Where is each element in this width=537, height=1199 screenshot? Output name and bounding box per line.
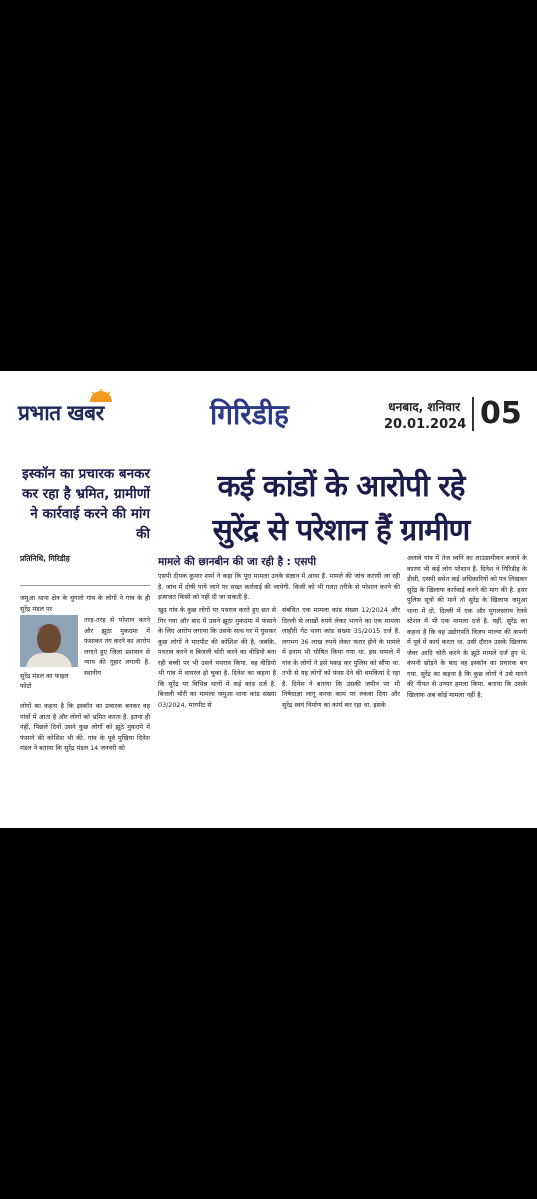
- col3-text: संबंधित एक मामला कांड संख्या 12/2024 और दिल्ली से लाखों रुपये लेकर भागने का एक मामला लाहौरी गेट थाना कांड संख्या 35/2015 दर्ज है. लगभग 36 लाख रुपये लेकर फरार होने के मामले में इनाम भी घोषित किया गया था. इस मामले में गांव के लोगों ने इसे पकड़ कर पुलिस को सौंपा था. तभी से यह लोगों को फंसा देने की धमकियां दे रहा है. दिनेश ने बताया कि उसकी जमीन पर भी निषेधाज्ञा लागू करवा काम पर रुकवा दिया और सुरेंद्र स्वयं निर्माण का कार्य कर रहा था. इसके: [282, 606, 400, 709]
- headline-line-1: कई कांडों के आरोपी रहे: [217, 469, 465, 504]
- subhead: मामले की छानबीन की जा रही है : एसपी: [158, 556, 317, 568]
- col4-text: अलावे गांव में तेज ध्वनि का लाउडस्पीकर बजाने के कारण भी कई लोग परेशान हैं. दिनेश ने गिरिडीह के डीसी, एसपी समेत कई अधिकारियों को पत्र लिखकर सुरेंद्र के खिलाफ कार्रवाई करने की मांग की है. इधर पुलिस सूत्रों की मानें तो सुरेंद्र के खिलाफ जमुआ थाना में दो, दिल्ली में एक और मुगलसराय रेलवे स्टेशन में भी एक मामला दर्ज है. वहीं, सुरेंद्र का कहना है कि वह उद्योगपति विजय माल्या की कंपनी में पूर्व में कार्य करता था. उसी दौरान उसके खिलाफ जेवर आदि चोरी करने के झूठे मामले दर्ज हुए थे. कंपनी छोड़ने के बाद वह इस्कॉन का प्रचारक बन गया. सुरेंद्र का कहना है कि कुछ लोगों ने उसे मारने की नीयत से उनपर हमला किया. बताया कि उसके खिलाफ अब कोई मामला नहीं है.: [407, 554, 527, 699]
- headline-line-2: सुरेंद्र से परेशान हैं ग्रामीण: [212, 513, 470, 548]
- person-photo: [20, 615, 78, 667]
- edition-info: [384, 398, 467, 432]
- side-story-headline: इस्कॉन का प्रचारक बनकर कर रहा है भ्रमित, ग्रामीणों ने कार्रवाई करने की मांग की: [22, 466, 150, 542]
- edition-city: गिरिडीह: [210, 398, 289, 431]
- photo-caption: सुरेंद्र मंडल का फाइल फोटो: [20, 672, 69, 690]
- edition-place-day: धनबाद, शनिवार: [388, 400, 460, 414]
- side-story: [20, 464, 150, 564]
- edition-date: 20.01.2024: [384, 417, 467, 432]
- col1-top-text: जमुआ थाना क्षेत्र के चुंगलो गांव के लोगों ने गांव के ही सुरेंद्र मंडल पर: [20, 594, 150, 613]
- col2-text: खुद गांव के कुछ लोगों पर पथराव करते हुए छत से गिर गया और बाद में उसने झूठा मुकदमा में फंसाने के लिए आरोप लगाया कि उसके साथ घर में घुसकर कुछ लोगों ने मारपीट की कोशिश की है, जबकि, पथराव करने व बिजली चोरी करने का वीडियो बना रही बच्ची पर भी उसने पथराव किया. वह वीडियो भी गांव में वायरल हो चुका है. दिनेश का कहना है कि सुरेंद्र पर विभिन्न थानों में कई कांड दर्ज है. बिजली चोरी का मामला जमुआ थाना कांड संख्या 03/2024, मारपीट से: [158, 606, 276, 709]
- col1-right-text: तरह-तरह से परेशान करने और झूठा मुकदमा में फंसाकर तंग करने का आरोप लगाते हुए जिला प्रशासन से न्याय की गुहार लगायी है. स्थानीय: [84, 616, 150, 677]
- sp-quote-text: एसपी दीपक कुमार शर्मा ने कहा कि पूरा मामला उनके संज्ञान में आया है. मामले की जांच करायी जा रही है. जांच में दोषी पाये जाने पर सख्त कार्रवाई की जायेगी. किसी को भी गलत तरीके से परेशान करने की इजाजत किसी को नहीं दी जा सकती है.: [158, 572, 400, 601]
- page-number: 05: [480, 396, 522, 431]
- newspaper-logo: [18, 391, 168, 427]
- side-story-byline: प्रतिनिधि, गिरिडीह: [20, 554, 70, 563]
- divider: [472, 397, 474, 431]
- main-headline: [156, 465, 526, 553]
- divider: [20, 585, 150, 586]
- masthead: [0, 371, 537, 433]
- newspaper-clipping: [0, 371, 537, 828]
- col1-bottom-text: लोगों का कहना है कि इस्कॉन का प्रचारक बनकर वह गांवों में आता है और लोगों को भ्रमित करता है. इतना ही नहीं, पिछले दिनों उसने कुछ लोगों को झूठे मुकदमे में फंसाने की कोशिश भी की. गांव के पूर्व मुखिया दिनेश मंडल ने बताया कि सुरेंद्र मंडल 14 जनवरी को: [20, 702, 150, 752]
- person-photo-image: [20, 615, 78, 667]
- logo-text: प्रभात खबर: [18, 401, 104, 425]
